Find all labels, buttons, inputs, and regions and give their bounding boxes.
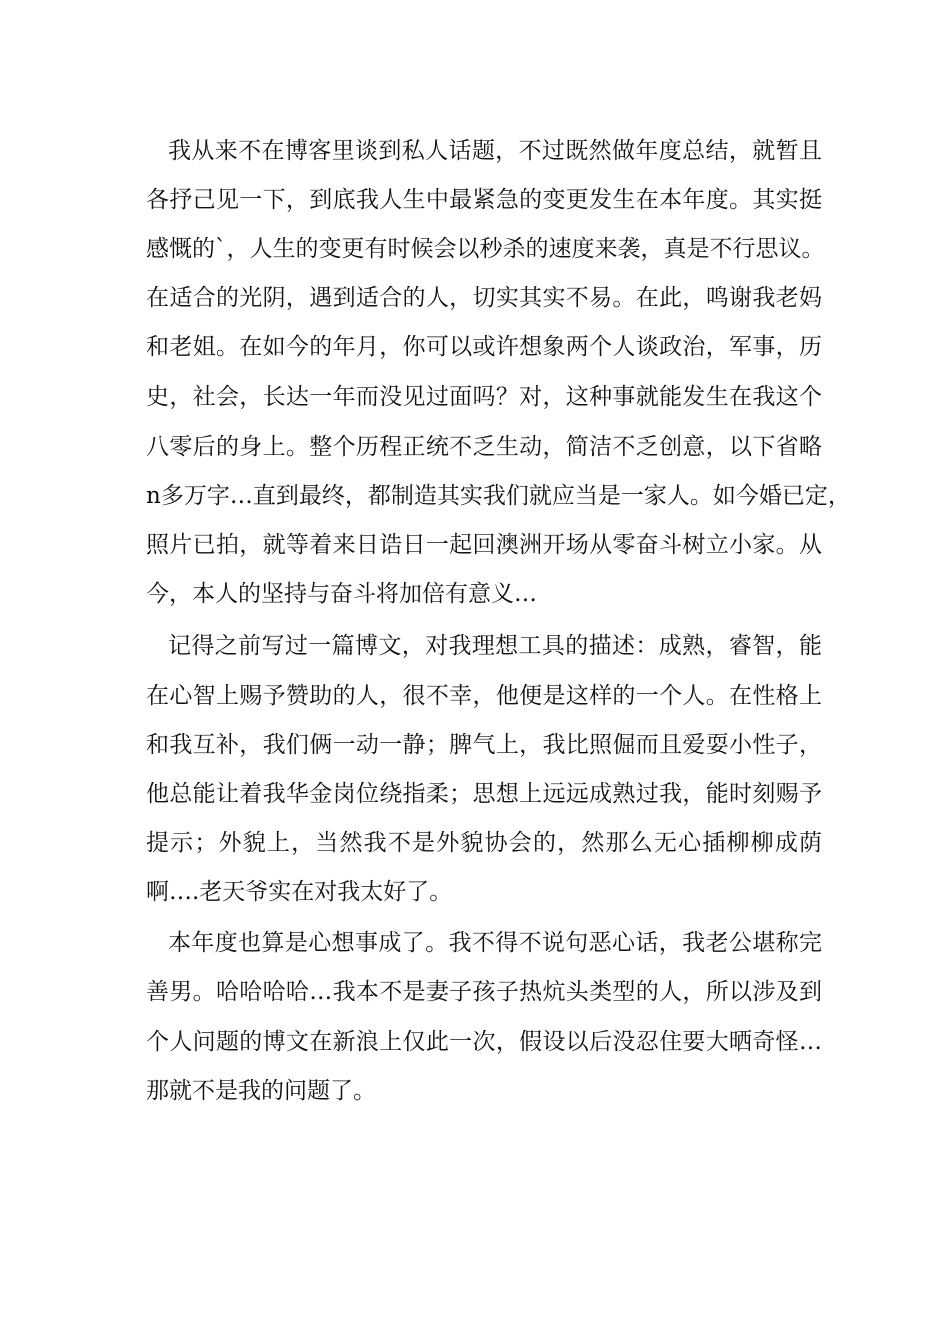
paragraph-1-line-8: n多万字…直到最终，都制造其实我们就应当是一家人。如今婚已定，: [146, 483, 851, 509]
paragraph-2-line-6: 啊….老天爷实在对我太好了。: [146, 879, 453, 905]
paragraph-1-line-9: 照片已拍，就等着来日诰日一起回澳洲开场从零奋斗树立小家。从: [146, 532, 822, 558]
paragraph-1-line-6: 史，社会，长达一年而没见过面吗？对，这种事就能发生在我这个: [146, 384, 822, 410]
paragraph-2-line-1: 记得之前写过一篇博文，对我理想工具的描述：成熟，睿智，能: [168, 633, 822, 659]
paragraph-1-line-2: 各抒己见一下，到底我人生中最紧急的变更发生在本年度。其实挺: [146, 187, 822, 213]
paragraph-1-line-4: 在适合的光阴，遇到适合的人，切实其实不易。在此，鸣谢我老妈: [146, 285, 822, 311]
paragraph-2-line-3: 和我互补，我们俩一动一静；脾气上，我比照倔而且爱耍小性子，: [146, 732, 822, 758]
paragraph-3-line-1: 本年度也算是心想事成了。我不得不说句恶心话，我老公堪称完: [168, 930, 822, 956]
paragraph-3-line-2: 善男。哈哈哈哈…我本不是妻子孩子热炕头类型的人，所以涉及到: [146, 979, 822, 1005]
paragraph-2-line-2: 在心智上赐予赞助的人，很不幸，他便是这样的一个人。在性格上: [146, 683, 822, 709]
paragraph-1-line-5: 和老姐。在如今的年月，你可以或许想象两个人谈政治，军事，历: [146, 334, 822, 360]
paragraph-1-line-3: 感慨的`，人生的变更有时候会以秒杀的速度来袭，真是不行思议。: [146, 236, 825, 262]
paragraph-1-line-1: 我从来不在博客里谈到私人话题，不过既然做年度总结，就暂且: [168, 138, 822, 164]
paragraph-2-line-5: 提示；外貌上，当然我不是外貌协会的，然那么无心插柳柳成荫: [146, 830, 822, 856]
paragraph-1-line-7: 八零后的身上。整个历程正统不乏生动，简洁不乏创意，以下省略: [146, 434, 822, 460]
paragraph-3-line-3: 个人问题的博文在新浪上仅此一次，假设以后没忍住要大晒奇怪…: [146, 1029, 822, 1055]
paragraph-1-line-10: 今，本人的坚持与奋斗将加倍有意义…: [146, 581, 537, 607]
paragraph-2-line-4: 他总能让着我华金岗位绕指柔；思想上远远成熟过我，能时刻赐予: [146, 781, 822, 807]
paragraph-3-line-4: 那就不是我的问题了。: [146, 1078, 376, 1104]
